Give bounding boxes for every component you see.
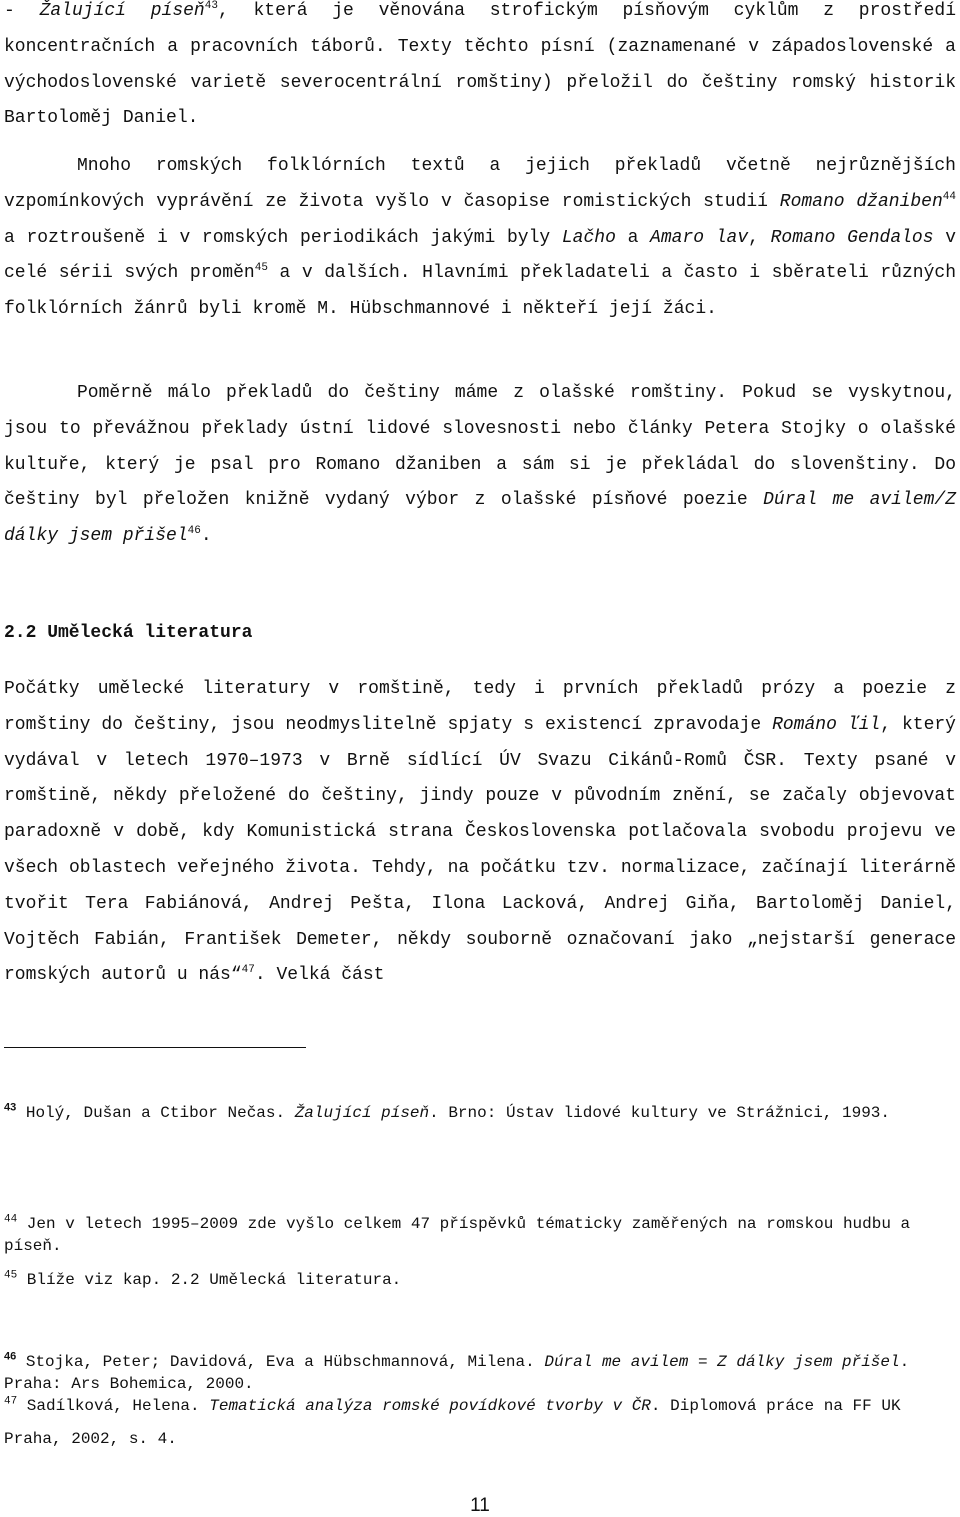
text-run: . Praha: Ars Bohemica, 2000. bbox=[4, 1353, 910, 1393]
footnote-number: 43 bbox=[4, 1101, 17, 1114]
italic-title: Dúral me avilem = Z dálky jsem přišel bbox=[544, 1353, 900, 1371]
footnote-43 bbox=[4, 1097, 956, 1130]
italic-title: Romano džaniben bbox=[779, 191, 943, 212]
footnote-ref-46[interactable]: 46 bbox=[187, 525, 201, 538]
footnote-number: 45 bbox=[4, 1269, 18, 1282]
footnote-number: 46 bbox=[4, 1350, 17, 1363]
text-run: Jen v letech 1995–2009 zde vyšlo celkem 47 příspěvků tématicky zaměřených na romskou hudbu a píseň. bbox=[4, 1215, 911, 1255]
footnote-number: 47 bbox=[4, 1395, 18, 1408]
footnote-ref-45[interactable]: 45 bbox=[254, 262, 268, 275]
footnote-ref-43[interactable]: 43 bbox=[204, 0, 218, 12]
text-run: , bbox=[748, 227, 771, 248]
text-run: v celé sérii svých proměn bbox=[4, 227, 957, 284]
text-run: Blíže viz kap. 2.2 Umělecká literatura. bbox=[17, 1271, 402, 1289]
text-run: Stojka, Peter; Davidová, Eva a Hübschmannová, Milena. bbox=[16, 1353, 545, 1371]
italic-title: Tematická analýza romské povídkové tvorby v ČR bbox=[209, 1397, 651, 1415]
text-run: a v dalších. Hlavními překladateli a často i sběrateli různých folklórních žánrů byli kromě M. Hübschmannové i někteří její žáci. bbox=[4, 263, 956, 320]
italic-title: Amaro lav bbox=[650, 227, 749, 248]
paragraph-2 bbox=[4, 149, 956, 328]
text-run: . bbox=[200, 526, 212, 547]
paragraph-3 bbox=[4, 376, 956, 555]
paragraph-4 bbox=[4, 672, 956, 994]
page-number: 11 bbox=[470, 1495, 490, 1516]
italic-title: Románo ľil bbox=[772, 714, 881, 735]
italic-title: Romano Gendalos bbox=[770, 227, 934, 248]
italic-title: Žalující píseň bbox=[39, 1, 205, 21]
text-run: a bbox=[615, 227, 651, 248]
text-run: Holý, Dušan a Ctibor Nečas. bbox=[16, 1104, 295, 1122]
footnote-number: 44 bbox=[4, 1213, 18, 1226]
text-run: , který vydával v letech 1970–1973 v Brně sídlící ÚV Svazu Cikánů-Romů ČSR. Texty psané v romštině, někdy přeložené do češtiny, jindy pouze v původním znění, se začaly objevovat paradoxně v době, kdy Komunistická strana Československa potlačovala svobodu projevu ve všech oblastech veřejného života. Tehdy, na počátku tzv. normalizace, začínají literárně tvořit Tera Fabiánová, Andrej Pešta, Ilona Lacková, Andrej Giňa, Bartoloměj Daniel, Vojtěch Fabián, František Demeter, někdy souborně označovaní jako „nejstarší generace romských autorů u nás“ bbox=[4, 714, 956, 986]
paragraph-1 bbox=[4, 0, 956, 137]
footnote-46 bbox=[4, 1351, 956, 1395]
text-run: Sadílková, Helena. bbox=[17, 1397, 210, 1415]
footnote-separator bbox=[4, 1047, 306, 1048]
text-run: Počátky umělecké literatury v romštině, tedy i prvních překladů prózy a poezie z romštiny do češtiny, jsou neodmyslitelně spjaty s existencí zpravodaje bbox=[4, 679, 956, 735]
footnote-ref-44[interactable]: 44 bbox=[942, 190, 956, 203]
footnote-ref-47[interactable]: 47 bbox=[241, 964, 255, 977]
italic-title: Lačho bbox=[561, 227, 616, 248]
text-run: - bbox=[4, 1, 40, 21]
footnote-44 bbox=[4, 1213, 956, 1257]
footnote-45 bbox=[4, 1269, 956, 1291]
text-run: . Diplomová práce na FF UK Praha, 2002, s. 4. bbox=[4, 1397, 901, 1448]
section-heading: 2.2 Umělecká literatura bbox=[4, 623, 253, 643]
italic-title: Žalující píseň bbox=[294, 1104, 430, 1122]
text-run: Mnoho romských folklórních textů a jejich překladů včetně nejrůznějších vzpomínkových vyprávění ze života vyšlo v časopise romistických studií bbox=[4, 156, 956, 212]
text-run: . Velká část bbox=[254, 965, 385, 986]
footnote-47 bbox=[4, 1390, 956, 1456]
italic-title: Dúral me avilem/Z dálky jsem přišel bbox=[4, 490, 956, 547]
text-run: . Brno: Ústav lidové kultury ve Strážnici, 1993. bbox=[429, 1104, 890, 1122]
text-run: , která je věnována strofickým písňovým cyklům z prostředí koncentračních a pracovních táborů. Texty těchto písní (zaznamenané v západoslovenské a východoslovenské varietě severocentrální romštiny) přeložil do češtiny romský historik Bartoloměj Daniel. bbox=[4, 1, 956, 129]
text-run: Poměrně málo překladů do češtiny máme z olašské romštiny. Pokud se vyskytnou, jsou to převážnou překlady ústní lidové slovesnosti nebo články Petera Stojky o olašské kultuře, který je psal pro Romano džaniben a sám si je překládal do slovenštiny. Do češtiny byl přeložen knižně vydaný výbor z olašské písňové poezie bbox=[4, 383, 956, 511]
text-run: a roztroušeně i v romských periodikách jakými byly bbox=[4, 227, 562, 248]
